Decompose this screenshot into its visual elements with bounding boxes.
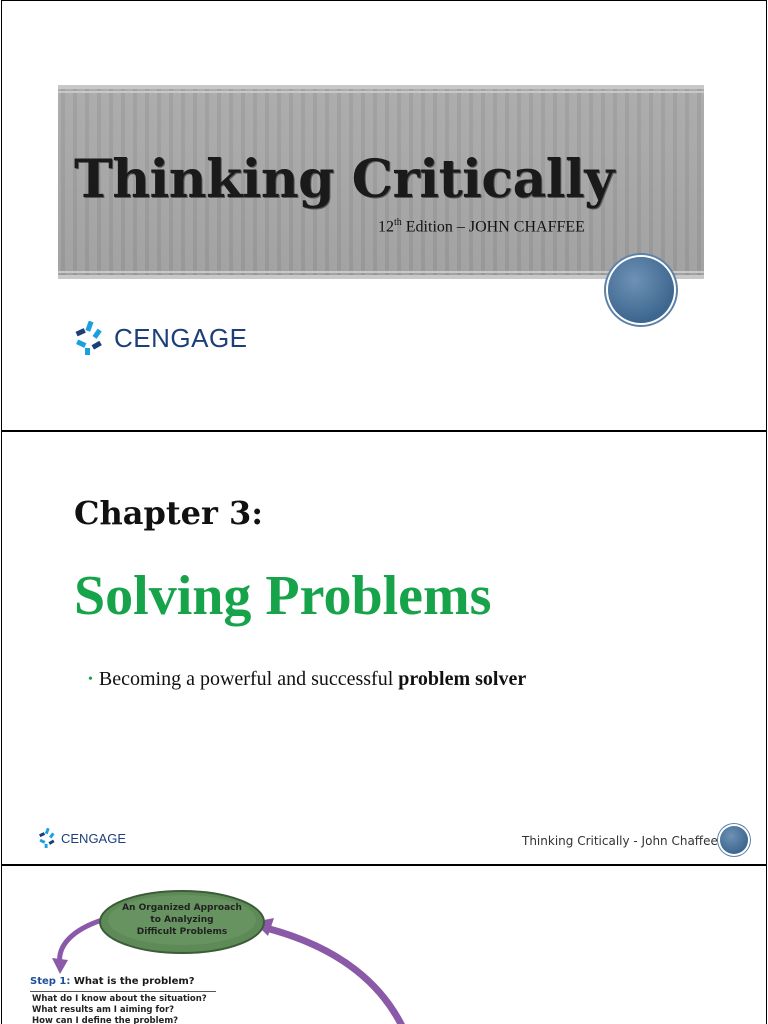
edition-author xyxy=(378,217,585,236)
arrow-icon xyxy=(266,928,402,1024)
slide-diagram xyxy=(1,866,767,1024)
oval-line: An Organized Approach xyxy=(122,903,242,913)
edition-suffix: th xyxy=(394,217,402,228)
banner-stripe xyxy=(58,85,704,89)
circle-badge-icon xyxy=(720,826,748,854)
banner-stripe xyxy=(58,275,704,279)
step-label: Step 1: xyxy=(30,976,71,987)
bullet-text: Becoming a powerful and successful xyxy=(98,668,399,690)
banner-stripe xyxy=(58,91,704,93)
edition-rest: Edition – JOHN CHAFFEE xyxy=(401,218,585,236)
title-banner xyxy=(58,85,704,279)
cengage-wordmark: CENGAGE xyxy=(114,322,248,353)
footer-caption: Thinking Critically - John Chaffee xyxy=(522,834,718,848)
step-heading xyxy=(30,976,195,987)
edition-number: 12 xyxy=(378,218,394,236)
cengage-logo-icon xyxy=(74,321,104,355)
slide-title xyxy=(1,0,767,432)
banner-stripe xyxy=(58,271,704,273)
cengage-wordmark: CENGAGE xyxy=(61,830,127,846)
cengage-logo-footer xyxy=(38,828,126,848)
arrow-icon xyxy=(52,958,68,974)
slide-chapter xyxy=(1,432,767,866)
circle-badge-icon xyxy=(608,257,674,323)
bullet-emphasis: problem solver xyxy=(398,668,527,690)
chapter-title: Solving Problems xyxy=(74,565,492,627)
oval-line: to Analyzing xyxy=(150,915,214,925)
step-question: What is the problem? xyxy=(70,976,195,987)
chapter-number: Chapter 3: xyxy=(74,494,264,532)
arrow-icon xyxy=(60,920,102,964)
bullet-point xyxy=(88,668,526,691)
step-question-item: How can I define the problem? xyxy=(32,1016,179,1024)
bullet-dot-icon: • xyxy=(88,672,93,687)
oval-line: Difficult Problems xyxy=(136,927,228,937)
oval-label xyxy=(114,902,250,938)
step-question-item: What do I know about the situation? xyxy=(32,994,207,1004)
book-title: Thinking Critically xyxy=(74,149,615,210)
cengage-logo xyxy=(74,321,248,355)
divider xyxy=(30,991,216,992)
cengage-logo-icon xyxy=(38,828,56,848)
step-question-item: What results am I aiming for? xyxy=(32,1005,175,1015)
